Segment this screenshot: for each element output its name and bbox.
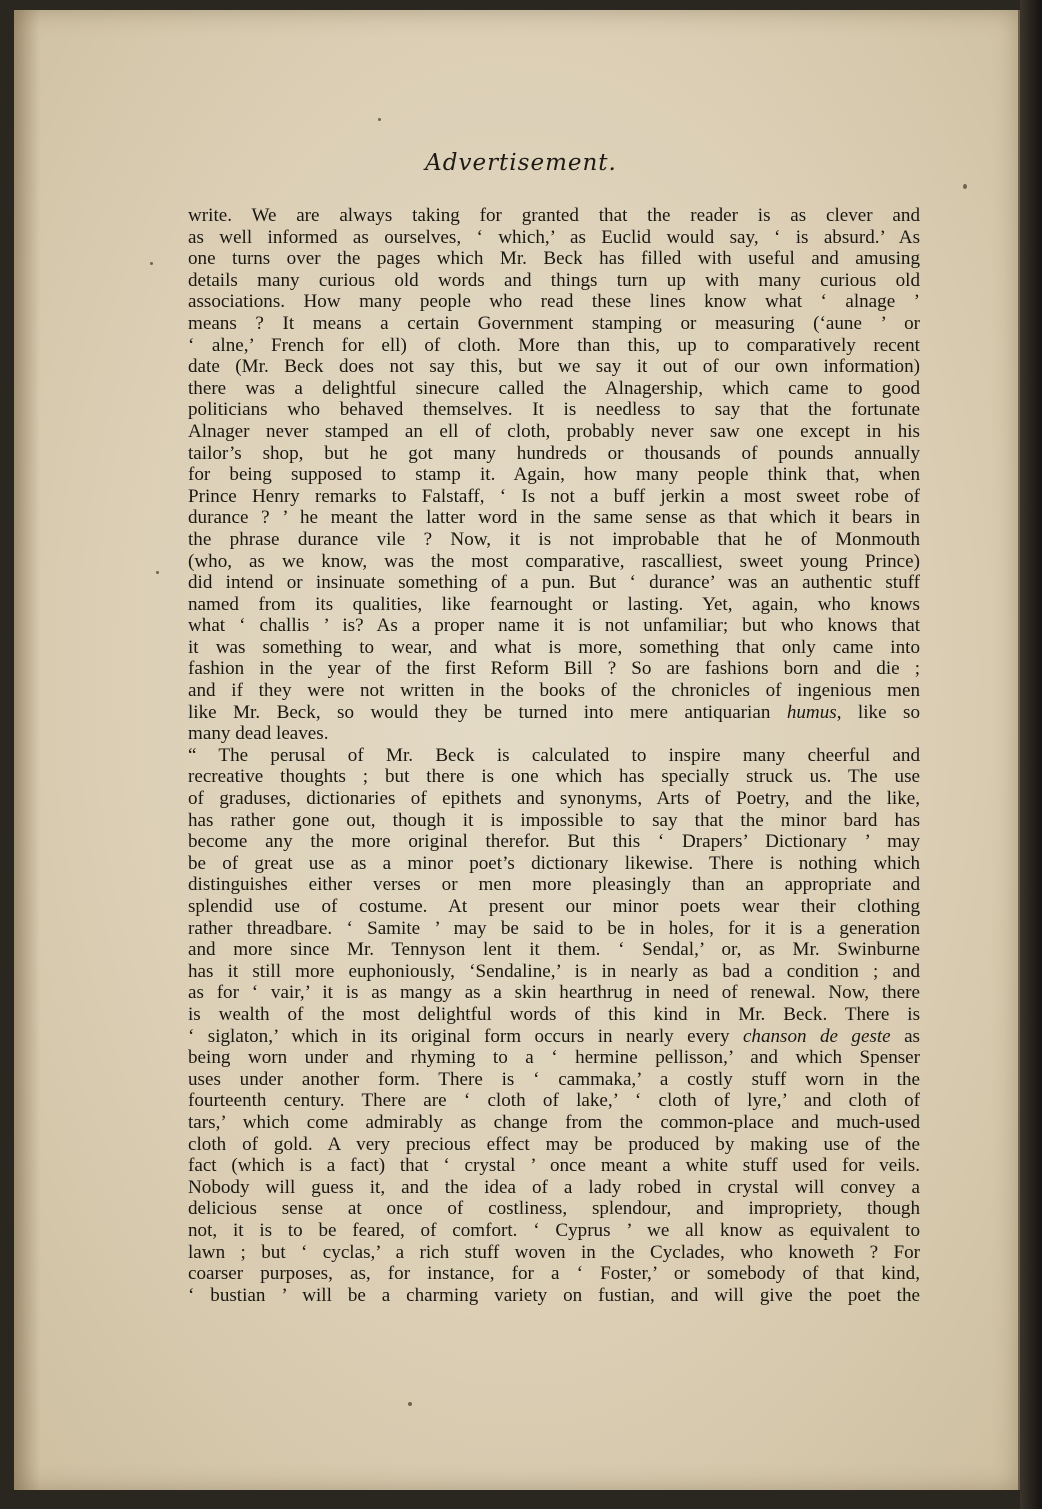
text-line: has rather gone out, though it is impossible to say that the minor bard has: [188, 809, 920, 831]
text-line: fact (which is a fact) that ‘ crystal ’ once meant a white stuff used for veils.: [188, 1155, 920, 1177]
text-line: ‘ siglaton,’ which in its original form occurs in nearly every chanson de geste as: [188, 1025, 920, 1047]
text-line: for being supposed to stamp it. Again, how many people think that, when: [188, 464, 920, 486]
text-line: means ? It means a certain Government stamping or measuring (‘aune ’ or: [188, 312, 920, 334]
text-line: there was a delightful sinecure called the Alnagership, which came to good: [188, 377, 920, 399]
text-line: fourteenth century. There are ‘ cloth of lake,’ ‘ cloth of lyre,’ and cloth of: [188, 1090, 920, 1112]
text-line: many dead leaves.: [188, 723, 329, 745]
text-line: one turns over the pages which Mr. Beck has filled with useful and amusing: [188, 248, 920, 270]
text-line: politicians who behaved themselves. It is needless to say that the fortunate: [188, 399, 920, 421]
text-line: is wealth of the most delightful words of this kind in Mr. Beck. There is: [188, 1003, 920, 1025]
italic-term: chanson de geste: [742, 1025, 891, 1047]
text-line: it was something to wear, and what is more, something that only came into: [188, 636, 920, 658]
text-line: (who, as we know, was the most comparative, rascalliest, sweet young Prince): [188, 550, 920, 572]
text-line: details many curious old words and things turn up with many curious old: [188, 269, 920, 291]
text-line: rather threadbare. ‘ Samite ’ may be said to be in holes, for it is a generation: [188, 917, 920, 939]
text-line: Prince Henry remarks to Falstaff, ‘ Is not a buff jerkin a most sweet robe of: [188, 485, 920, 507]
book-spine: [1020, 0, 1042, 1509]
text-line: date (Mr. Beck does not say this, but we say it out of our own information): [188, 356, 920, 378]
text-line: what ‘ challis ’ is? As a proper name it is not unfamiliar; but who knows that: [188, 615, 920, 637]
text-line: like Mr. Beck, so would they be turned into mere antiquarian humus, like so: [188, 701, 920, 723]
text-line: write. We are always taking for granted that the reader is as clever and: [188, 205, 920, 226]
text-line: ‘ alne,’ French for ell) of cloth. More than this, up to comparatively recent: [188, 334, 920, 356]
text-line: of graduses, dictionaries of epithets and synonyms, Arts of Poetry, and the like,: [188, 788, 920, 810]
paper-speck: [408, 1402, 412, 1406]
text-line: delicious sense at once of costliness, splendour, and impropriety, though: [188, 1198, 920, 1220]
running-header: Advertisement.: [425, 150, 617, 176]
text-line: Alnager never stamped an ell of cloth, probably never saw one except in his: [188, 420, 920, 442]
text-line: as for ‘ vair,’ it is as mangy as a skin hearthrug in need of renewal. Now, there: [188, 982, 920, 1004]
text-line: as well informed as ourselves, ‘ which,’ as Euclid would say, ‘ is absurd.’ As: [188, 226, 920, 248]
italic-term: humus: [786, 701, 837, 723]
text-line: has it still more euphoniously, ‘Sendaline,’ is in nearly as bad a condition ; and: [188, 960, 920, 982]
text-line: uses under another form. There is ‘ cammaka,’ a costly stuff worn in the: [188, 1068, 920, 1090]
text-line: Nobody will guess it, and the idea of a lady robed in crystal will convey a: [188, 1176, 920, 1198]
text-line: did intend or insinuate something of a pun. But ‘ durance’ was an authentic stuff: [188, 572, 920, 594]
text-line: lawn ; but ‘ cyclas,’ a rich stuff woven in the Cyclades, who knoweth ? For: [188, 1241, 920, 1263]
text-line: being worn under and rhyming to a ‘ hermine pellisson,’ and which Spenser: [188, 1047, 920, 1069]
text-line: tars,’ which come admirably as change from the common-place and much-used: [188, 1111, 920, 1133]
text-line: become any the more original therefor. But this ‘ Drapers’ Dictionary ’ may: [188, 831, 920, 853]
text-line: distinguishes either verses or men more pleasingly than an appropriate and: [188, 874, 920, 896]
paper-speck: [963, 184, 967, 189]
text-line: splendid use of costume. At present our minor poets wear their clothing: [188, 896, 920, 917]
text-line: and more since Mr. Tennyson lent it them. ‘ Sendal,’ or, as Mr. Swinburne: [188, 939, 920, 961]
text-line: fashion in the year of the first Reform Bill ? So are fashions born and die ;: [188, 658, 920, 680]
paper-speck: [156, 571, 159, 574]
page-shadow-left: [14, 10, 40, 1490]
text-line: tailor’s shop, but he got many hundreds or thousands of pounds annually: [188, 442, 920, 464]
body-text: [188, 205, 920, 1306]
paper-speck: [378, 118, 381, 121]
text-line: “ The perusal of Mr. Beck is calculated to inspire many cheerful and: [188, 744, 920, 766]
text-line: associations. How many people who read these lines know what ‘ alnage ’: [188, 291, 920, 313]
paper-speck: [150, 262, 153, 265]
text-line: ‘ bustian ’ will be a charming variety on fustian, and will give the poet the: [188, 1284, 920, 1306]
text-line: and if they were not written in the books of the chronicles of ingenious men: [188, 680, 920, 702]
text-line: recreative thoughts ; but there is one which has specially struck us. The use: [188, 766, 920, 788]
text-line: the phrase durance vile ? Now, it is not improbable that he of Monmouth: [188, 528, 920, 550]
text-line: cloth of gold. A very precious effect may be produced by making use of the: [188, 1133, 920, 1155]
text-line: coarser purposes, as, for instance, for a ‘ Foster,’ or somebody of that kind,: [188, 1263, 920, 1285]
text-line: be of great use as a minor poet’s dictionary likewise. There is nothing which: [188, 852, 920, 874]
text-line: named from its qualities, like fearnought or lasting. Yet, again, who knows: [188, 593, 920, 615]
text-line: durance ? ’ he meant the latter word in the same sense as that which it bears in: [188, 507, 920, 529]
text-line: not, it is to be feared, of comfort. ‘ Cyprus ’ we all know as equivalent to: [188, 1219, 920, 1241]
